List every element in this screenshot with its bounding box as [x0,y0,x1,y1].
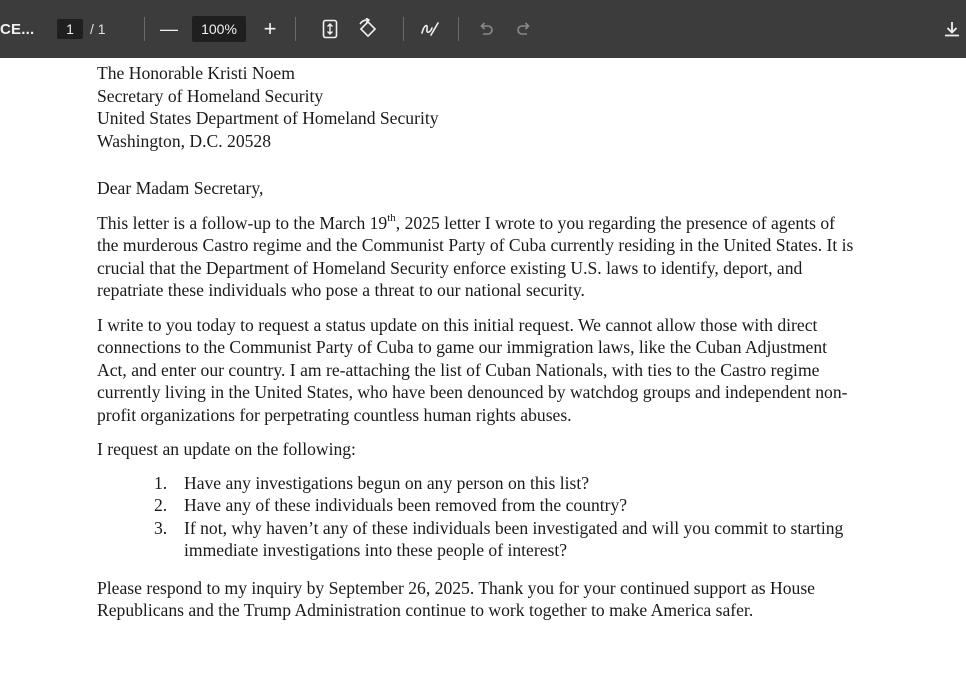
list-number: 1. [154,472,168,493]
letter-page [97,62,857,622]
list-item [97,494,857,517]
list-item-text: Have any investigations begun on any person on this list? [184,472,590,493]
download-icon [943,20,961,38]
annotate-button[interactable] [418,0,442,58]
fit-page-icon [322,19,338,39]
rotate-icon [357,18,379,40]
rotate-button[interactable] [356,0,380,58]
address-line: United States Department of Homeland Security [97,108,439,128]
address-line: Secretary of Homeland Security [97,85,324,106]
list-item [97,517,857,562]
salutation: Dear Madam Secretary, [97,178,264,198]
pdf-toolbar [0,0,966,58]
download-button[interactable] [940,0,964,58]
address-line: The Honorable Kristi Noem [97,63,295,83]
redo-button[interactable] [512,0,536,58]
paragraph-text: This letter is a follow-up to the March 19 [97,212,388,233]
minus-icon: — [160,18,178,39]
paragraph-status-request: I write to you today to request a status update on this initial request. We cannot allow those with direct connections to the Communist Party of Cuba to game our immigration laws, like the Cuban Adjustment Act, and enter our country. I am re-attaching the list of Cuban Nationals, with ties to the Castro regime currently living in the United States, who have been denounced by watchdog groups and independent non-profit organizations for perpetrating countless human rights abuses. [97,314,848,425]
question-list [97,472,857,562]
address-line: Washington, D.C. 20528 [97,130,272,151]
fit-page-button[interactable] [318,0,342,58]
toolbar-divider [144,17,145,41]
zoom-level-input[interactable]: 100% [192,16,246,42]
zoom-in-button[interactable] [258,0,282,58]
paragraph-followup [97,212,857,302]
paragraph-text: , 2025 letter I wrote to you regarding the presence of agents of the murderous Castro regime and the Communist Party of Cuba currently residing in the United States. It is crucial that the Department of Homeland Security enforce existing U.S. laws to identify, deport, and repatriate these individuals who pose a threat to our national security. [97,212,854,300]
toolbar-divider [458,17,459,41]
recipient-address [97,62,857,152]
undo-icon [477,20,495,38]
toolbar-divider [403,17,404,41]
list-number: 3. [154,517,168,538]
list-item [97,472,857,495]
page-number-input[interactable]: 1 [57,19,83,39]
redo-icon [515,20,533,38]
list-item-text: If not, why haven’t any of these individuals been investigated and will you commit to starting immediate investigations into these people of interest? [184,517,844,560]
paragraph-request-intro: I request an update on the following: [97,439,356,459]
zoom-out-button[interactable] [157,0,181,58]
list-item-text: Have any of these individuals been removed from the country? [184,495,628,515]
paragraph-closing: Please respond to my inquiry by September 26, 2025. Thank you for your continued support as House Republicans and the Trump Administration continue to work together to make America safer. [97,577,815,620]
plus-icon: + [263,16,277,41]
annotate-icon [420,19,440,39]
toolbar-divider [295,17,296,41]
page-total: / 1 [90,21,106,37]
ordinal-suffix: th [387,211,396,224]
undo-button[interactable] [474,0,498,58]
document-title: CE... [0,20,35,38]
list-number: 2. [154,495,168,515]
